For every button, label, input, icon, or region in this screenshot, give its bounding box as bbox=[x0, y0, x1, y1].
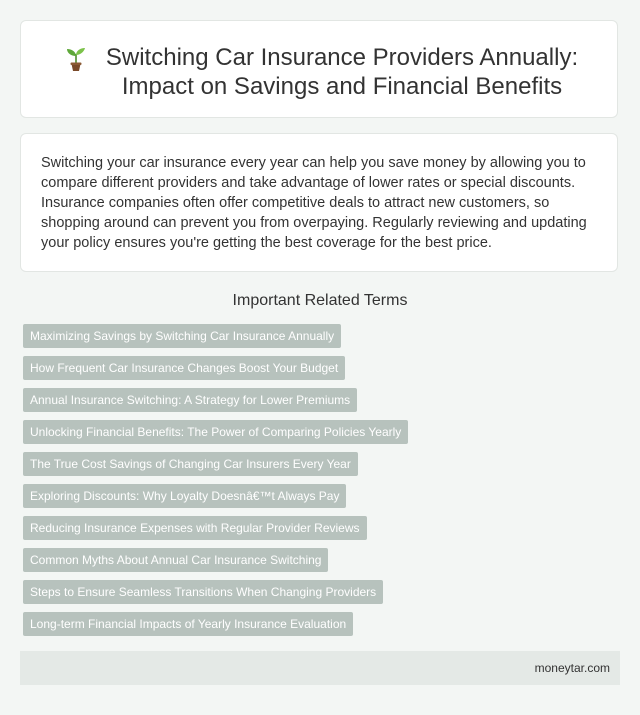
related-terms-heading: Important Related Terms bbox=[232, 292, 408, 309]
related-term-tag[interactable]: Maximizing Savings by Switching Car Insurance Annually bbox=[23, 324, 341, 348]
related-term-tag[interactable]: The True Cost Savings of Changing Car Insurers Every Year bbox=[23, 452, 358, 476]
related-term-tag[interactable]: Long-term Financial Impacts of Yearly Insurance Evaluation bbox=[23, 612, 353, 636]
related-term-tag[interactable]: Annual Insurance Switching: A Strategy for Lower Premiums bbox=[23, 388, 357, 412]
footer-site-link[interactable]: moneytar.com bbox=[534, 661, 610, 675]
related-term-tag[interactable]: How Frequent Car Insurance Changes Boost Your Budget bbox=[23, 356, 345, 380]
related-term-tag[interactable]: Exploring Discounts: Why Loyalty Doesnâ€™t Always Pay bbox=[23, 484, 346, 508]
related-term-tag[interactable]: Unlocking Financial Benefits: The Power of Comparing Policies Yearly bbox=[23, 420, 408, 444]
page-title: Switching Car Insurance Providers Annually: Impact on Savings and Financial Benefits bbox=[105, 44, 579, 100]
intro-paragraph: Switching your car insurance every year can help you save money by allowing you to compare different providers and take advantage of lower rates or special discounts. Insurance companies often offer competitive deals to attract new customers, so shopping around can prevent you from overpaying. Regularly reviewing and updating your policy ensures you're getting the best coverage for the best price. bbox=[41, 155, 587, 251]
related-term-tag[interactable]: Common Myths About Annual Car Insurance Switching bbox=[23, 548, 328, 572]
related-terms-list bbox=[23, 324, 623, 636]
related-term-tag[interactable]: Reducing Insurance Expenses with Regular Provider Reviews bbox=[23, 516, 367, 540]
footer bbox=[20, 651, 620, 685]
intro-card bbox=[20, 133, 618, 272]
related-term-tag[interactable]: Steps to Ensure Seamless Transitions When Changing Providers bbox=[23, 580, 383, 604]
